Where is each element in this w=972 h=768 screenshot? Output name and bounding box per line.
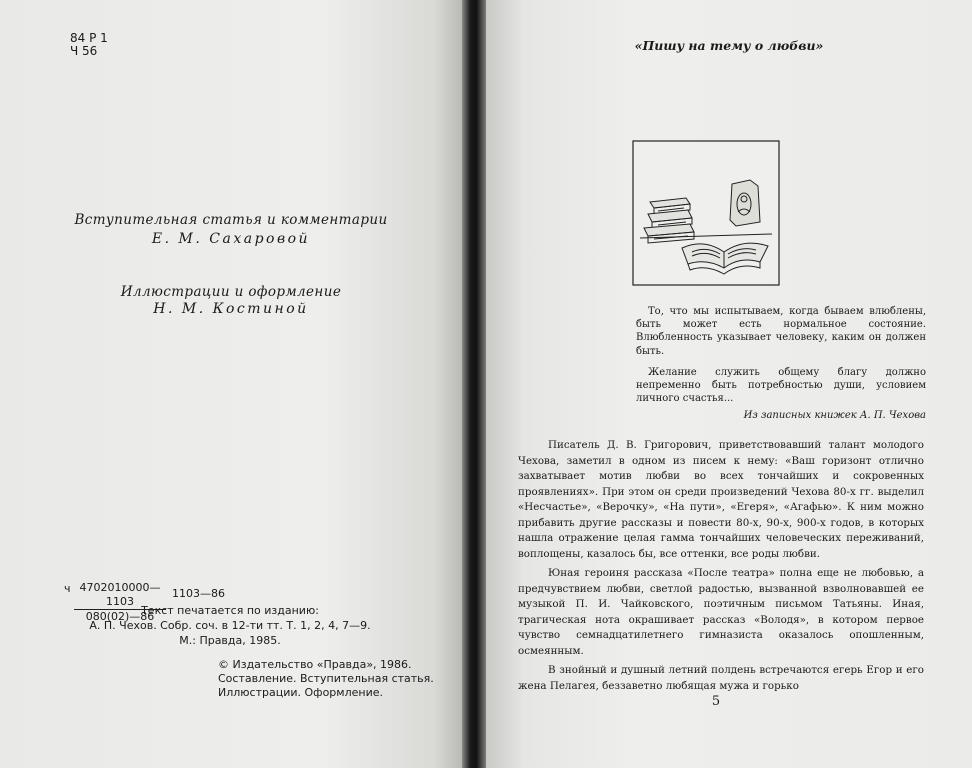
- illustration-credit-label: Иллюстрации и оформление: [120, 284, 342, 300]
- body-paragraph: Юная героиня рассказа «После театра» полна еще не любовью, а предчувствием любви, светлой радостью, вызванной взволновавшей ее музыкой П. И. Чайковского, поэтичным письмом Татьяны. Иная, трагическая нота окрашивает рассказ «Володя», в котором первое чувство семнадцатилетнего гимназиста оказалось опошленным, осмеянным.: [518, 567, 924, 657]
- source-line: М.: Правда, 1985.: [179, 634, 281, 647]
- catalog-denominator: 080(02)—86: [85, 610, 155, 623]
- copyright-line: Иллюстрации. Оформление.: [218, 686, 383, 699]
- source-line: А. П. Чехов. Собр. соч. в 12-ти тт. Т. 1, 2, 4, 7—9.: [89, 619, 371, 632]
- left-page: [0, 0, 462, 768]
- source-line: Текст печатается по изданию:: [141, 604, 319, 617]
- epigraph-paragraph: То, что мы испытываем, когда бываем влюблены, быть может есть нормальное состояние. Влюбленность указывает человеку, каким он должен быть.: [636, 306, 926, 357]
- intro-credit-author: Е. М. Сахаровой: [151, 231, 311, 247]
- catalog-letter: ч: [64, 582, 71, 595]
- catalog-code: 1103—86: [172, 587, 225, 600]
- library-code: [70, 32, 108, 58]
- right-page: [486, 0, 972, 768]
- copyright-line: Составление. Вступительная статья.: [218, 672, 434, 685]
- epigraph-attribution: Из записных книжек А. П. Чехова: [743, 410, 926, 422]
- epigraph: [636, 305, 926, 431]
- intro-credit-label: Вступительная статья и комментарии: [74, 212, 388, 228]
- library-code-line: Ч 56: [70, 44, 98, 58]
- source-edition-note: [80, 603, 380, 648]
- catalog-numerator: 4702010000—1103: [74, 581, 166, 610]
- copyright-block: [218, 658, 434, 700]
- chapter-heading: «Пишу на тему о любви»: [634, 38, 824, 53]
- page-number: 5: [711, 694, 721, 709]
- illustration-credit-author: Н. М. Костиной: [153, 301, 309, 317]
- library-code-line: 84 Р 1: [70, 31, 108, 45]
- body-paragraph: В знойный и душный летний полдень встречаются егерь Егор и его жена Пелагея, беззаветно любящая мужа и горько: [518, 664, 924, 692]
- copyright-line: © Издательство «Правда», 1986.: [218, 658, 412, 671]
- epigraph-paragraph: Желание служить общему благу должно непременно быть потребностью души, условием личного счастья...: [636, 366, 926, 405]
- body-text: [518, 438, 924, 698]
- body-paragraph: Писатель Д. В. Григорович, приветствовавший талант молодого Чехова, заметил в одном из писем к нему: «Ваш горизонт отлично захватывает мотив любви во всех тончайших и сокровенных проявлениях». При этом он среди произведений Чехова 80-х гг. выделил «Несчастье», «Верочку», «На пути», «Егеря», «Агафью». К ним можно прибавить другие рассказы и повести 80-х, 90-х, 900-х годов, в которых нашла отражение целая гамма тончайших человеческих переживаний, воплощены, казалось бы, все оттенки, все роды любви.: [518, 439, 924, 560]
- book-gutter: [462, 0, 486, 768]
- books-illustration: [632, 140, 780, 286]
